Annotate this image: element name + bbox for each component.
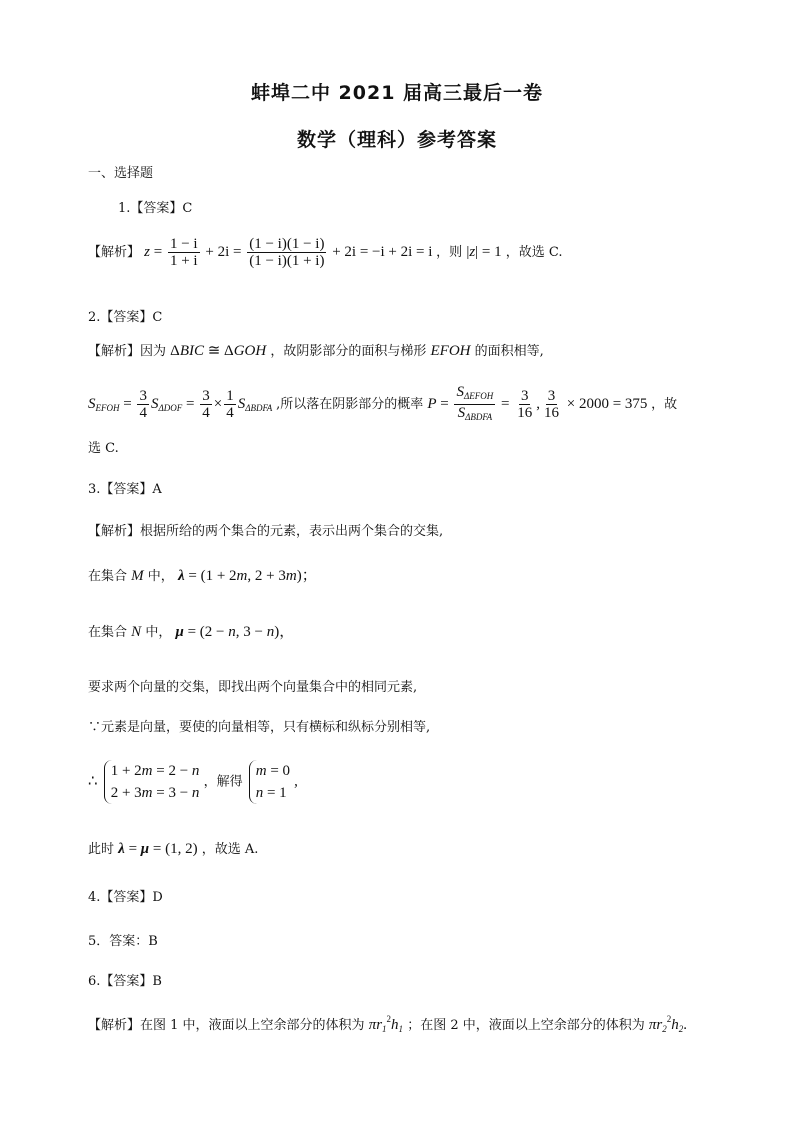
q3-line1: 【解析】根据所给的两个集合的元素，表示出两个集合的交集, bbox=[88, 524, 444, 539]
q1-answer: 1.【答案】C bbox=[118, 201, 193, 216]
q3-system: ∴ 1 + 2m = 2 − n 2 + 3m = 3 − n ，解得 m = 0 n = 1 , bbox=[88, 760, 298, 804]
q2-explanation-line2: $S_{EFOH}$ = $\frac{3}{4}$ $S_{\Delta DOF}$ = $\frac{3}{4}$ × $\frac{1}{4}$ $S_{\Delta BDFA}$ ,所以落在阴影部分的概率 P = $\frac{S_{\Delta EFOH}}{S_{\Delta BDFA}}$ = $\frac{3}{16}$ , $\frac{3}{16}$ × 2000 = 375 ，故 bbox=[88, 384, 678, 422]
q3-line4: 要求两个向量的交集，即找出两个向量集合中的相同元素, bbox=[88, 680, 418, 695]
q2-answer: 2.【答案】C bbox=[88, 310, 163, 325]
q3-solution: m = 0 n = 1 bbox=[249, 760, 290, 804]
doc-subtitle: 数学（理科）参考答案 bbox=[296, 129, 497, 151]
q3-set-m: 在集合 M 中， λ = (1 + 2m, 2 + 3m)； bbox=[88, 568, 317, 584]
q6-volume2: $\pi r_2^2h_2$. bbox=[648, 1014, 687, 1034]
q5-answer: 5．答案：B bbox=[88, 934, 158, 949]
q3-lambda: λ = (1 + 2m, 2 + 3m)； bbox=[177, 568, 317, 584]
q3-equation-system: 1 + 2m = 2 − n 2 + 3m = 3 − n bbox=[104, 760, 200, 804]
q2-trapezoid: EFOH bbox=[430, 343, 471, 359]
doc-title: 蚌埠二中 2021 届高三最后一卷 bbox=[250, 82, 544, 104]
q6-answer: 6.【答案】B bbox=[88, 974, 162, 989]
q3-mu: μ = (2 − n, 3 − n)， bbox=[175, 624, 295, 640]
q3-conclusion: 此时 λ = μ = (1, 2) ，故选 A. bbox=[88, 841, 259, 857]
q6-volume1: $\pi r_1^2h_1$ bbox=[368, 1014, 404, 1034]
q4-answer: 4.【答案】D bbox=[88, 890, 163, 905]
q1-formula: z = $\frac{1 - i}{1 + i}$ + 2i = $\frac{(1 - i)(1 - i)}{(1 - i)(1 + i)}$ + 2i = −i + 2i = i bbox=[144, 236, 437, 269]
section-heading: 一、选择题 bbox=[88, 166, 154, 181]
q2-conclusion: 选 C. bbox=[88, 441, 119, 456]
q6-explanation: 【解析】在图 1 中，液面以上空余部分的体积为 $\pi r_1^2h_1$ ；在图 2 中，液面以上空余部分的体积为 $\pi r_2^2h_2$. bbox=[88, 1014, 687, 1034]
q2-area-formula: $S_{EFOH}$ = $\frac{3}{4}$ $S_{\Delta DOF}$ = $\frac{3}{4}$ × $\frac{1}{4}$ $S_{\Delta BDFA}$ bbox=[88, 388, 273, 421]
q2-explanation-line1: 【解析】因为 ΔBIC ≅ ΔGOH ，故阴影部分的面积与梯形 EFOH 的面积相等, bbox=[88, 343, 544, 359]
q1-modulus: |z| = 1 bbox=[466, 243, 502, 260]
q3-line5: ∵元素是向量，要使的向量相等，只有横标和纵标分别相等, bbox=[88, 720, 431, 735]
q3-set-n: 在集合 N 中， μ = (2 − n, 3 − n)， bbox=[88, 624, 295, 640]
q2-probability-formula: P = $\frac{S_{\Delta EFOH}}{S_{\Delta BDFA}}$ = $\frac{3}{16}$ , $\frac{3}{16}$ × 2000 = 375 bbox=[427, 384, 652, 422]
q3-answer: 3.【答案】A bbox=[88, 482, 162, 497]
q3-result: λ = μ = (1, 2) bbox=[118, 841, 198, 857]
q2-congruence: ΔBIC ≅ ΔGOH bbox=[170, 343, 267, 359]
q1-explanation: 【解析】 z = $\frac{1 - i}{1 + i}$ + 2i = $\frac{(1 - i)(1 - i)}{(1 - i)(1 + i)}$ + 2i = −i + 2i = i ，则 |z| = 1 ，故选 C. bbox=[88, 236, 563, 269]
